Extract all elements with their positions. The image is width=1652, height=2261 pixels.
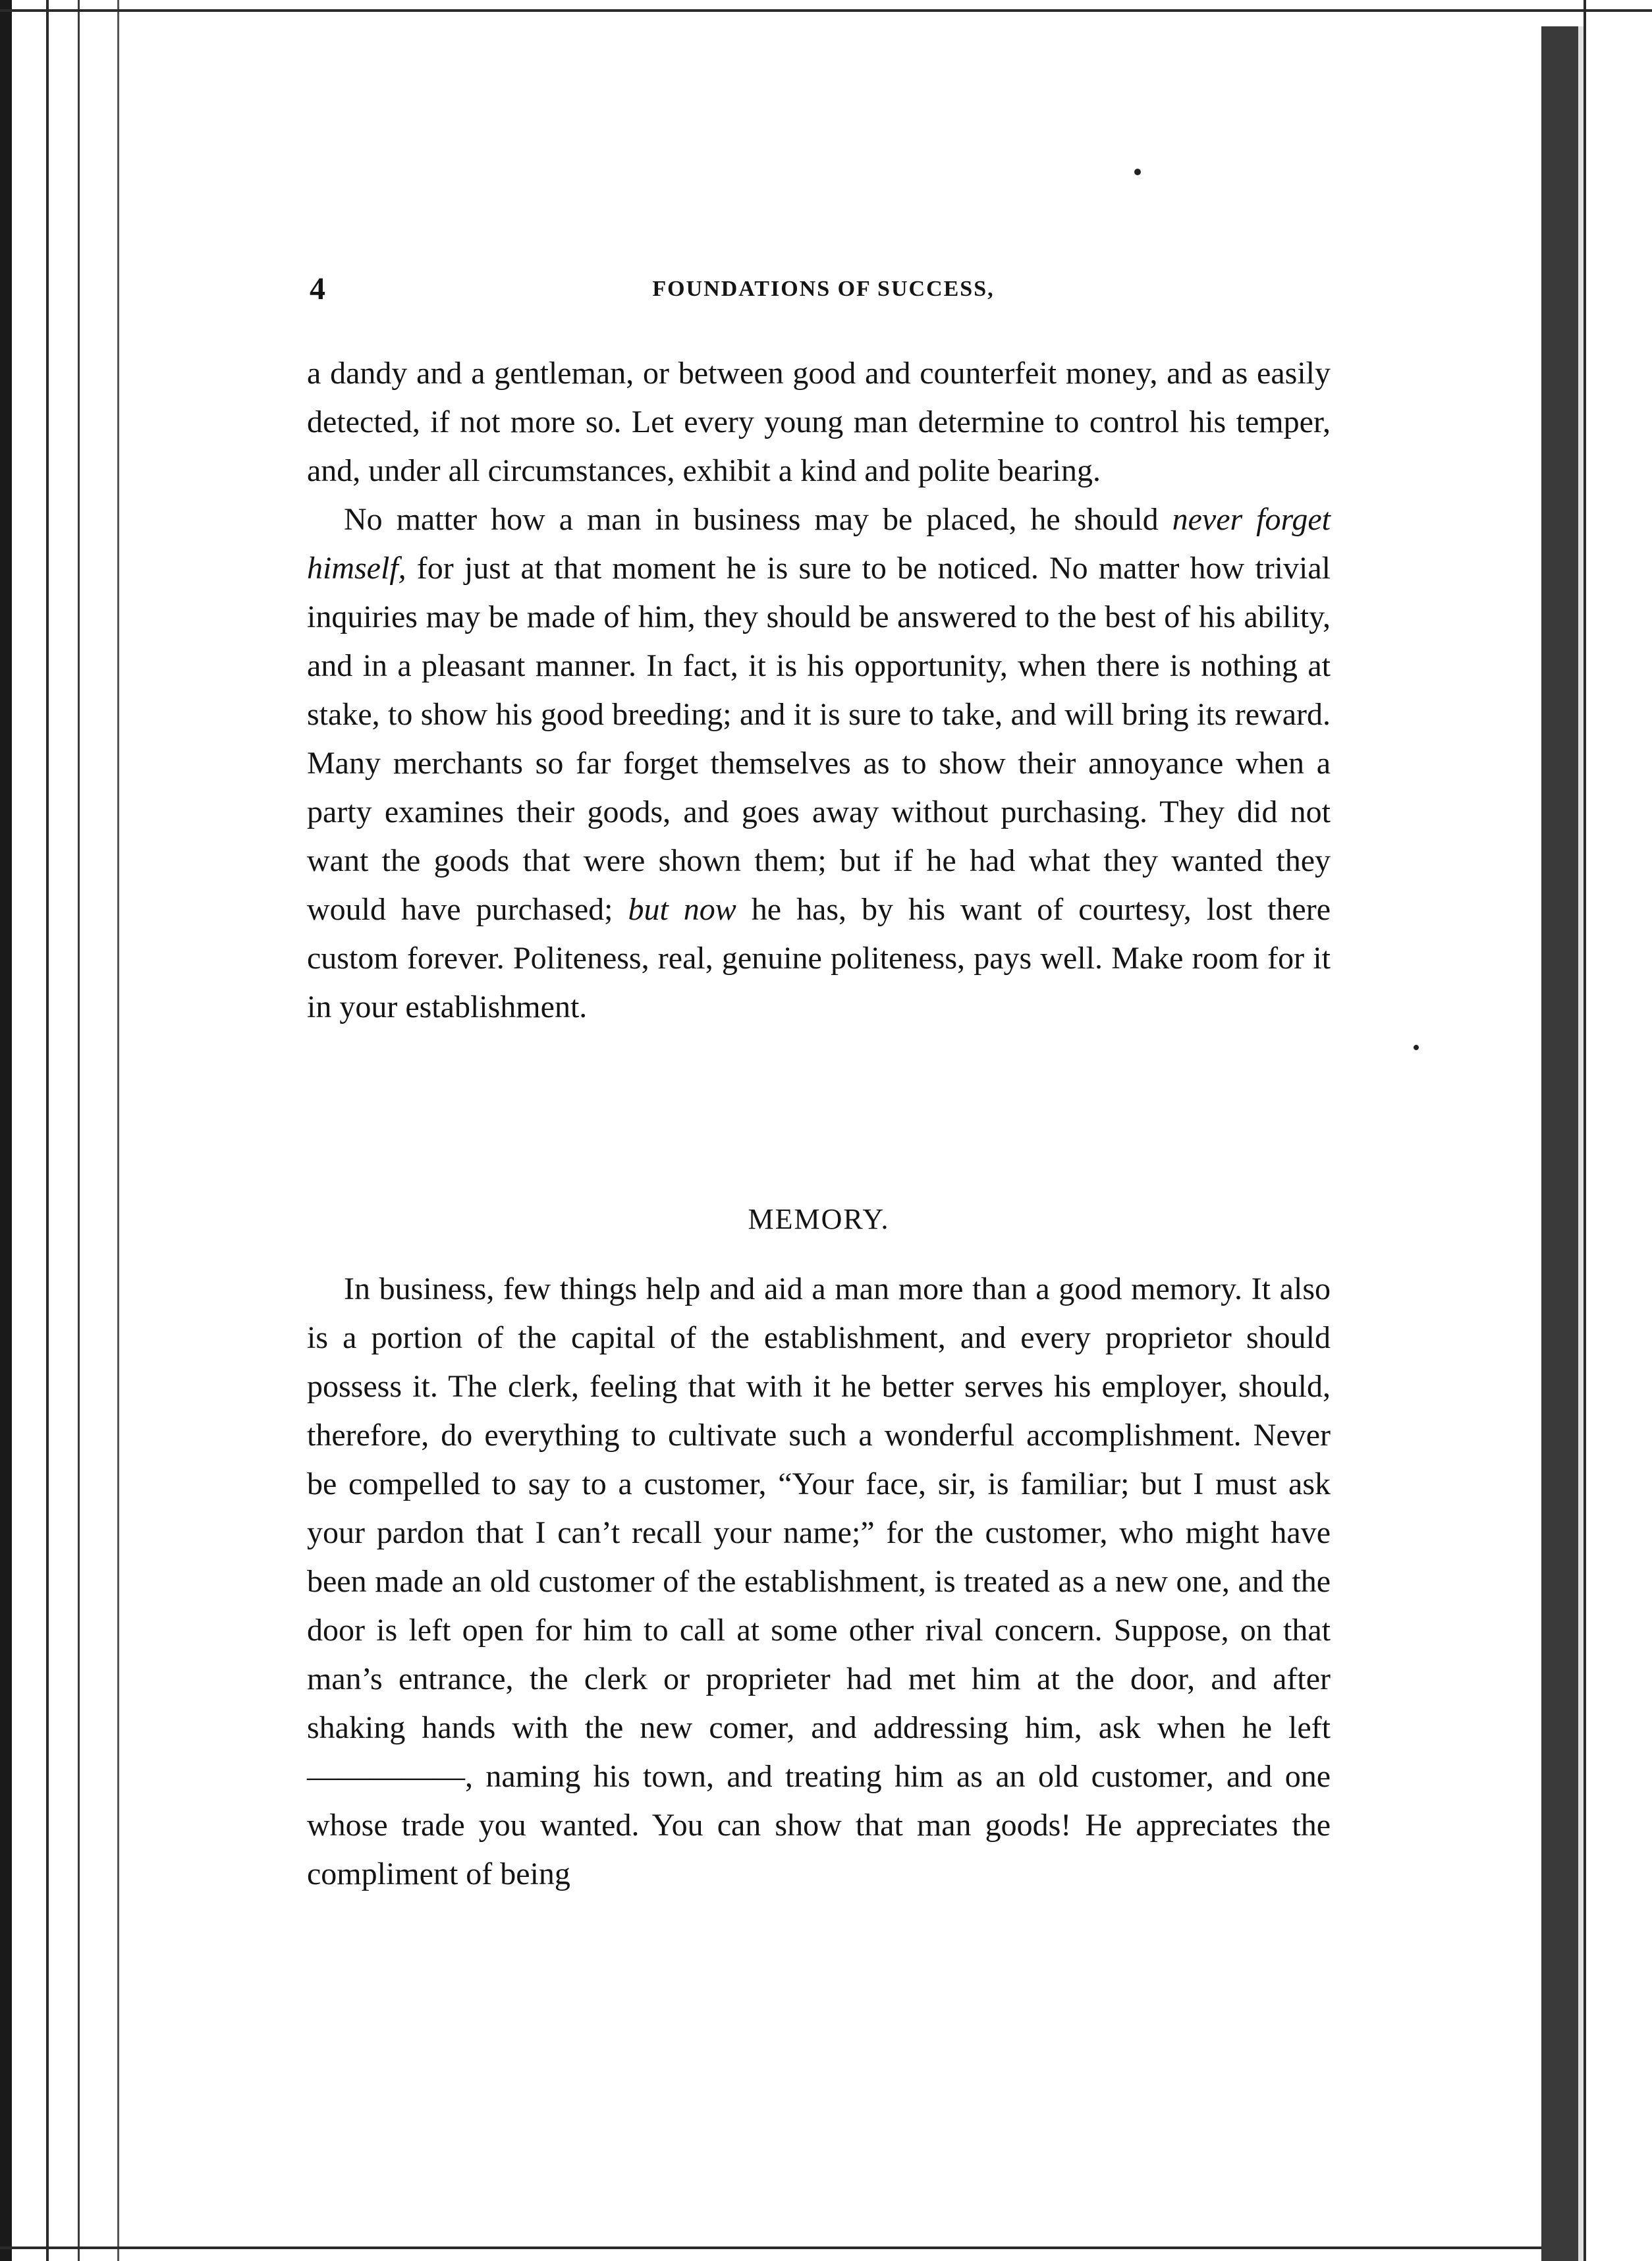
paragraph-text: In business, few things help and aid a man more than a good memory. It also is a portion of the capital of the establishment, and every proprietor should possess it. The clerk, feeling that with it he better serves his employer, should, therefore, do everything to cultivate such a wonderful accomplishment. Never be compelled to say to a customer, “Your face, sir, is familiar; but I must ask your pardon that I can’t recall your name;” for the customer, who might have been made an old customer of the establishment, is treated as a new one, and the door is left open for him to call at some other rival concern. Suppose, on that man’s entrance, the clerk or proprieter had met him at the door, and after shaking hands with the new comer, and addressing him, ask when he left—————, naming his town, and treating him as an old customer, and one whose trade you wanted. You can show that man goods! He appreciates the compliment of being <box>307 1271 1331 1891</box>
paragraph <box>307 495 1331 1032</box>
page-edge-line <box>117 0 119 2261</box>
scan-border-right <box>1583 0 1586 2261</box>
book-gutter-shadow <box>1541 26 1578 2261</box>
scan-border-left <box>0 0 12 2261</box>
section-heading: MEMORY. <box>748 1203 890 1235</box>
scan-speck <box>1134 169 1141 175</box>
paragraph <box>307 1265 1331 1899</box>
body-text-top <box>307 349 1331 1032</box>
book-gutter-highlight <box>1578 26 1583 2261</box>
paragraph-text: a dandy and a gentleman, or between good and counterfeit money, and as easily detected, if not more so. Let every young man determine to control his temper, and, under all circumstances, exhibit a kind and polite bearing. <box>307 356 1331 488</box>
scan-speck <box>1414 1045 1419 1050</box>
paragraph-text: No matter how a man in business may be placed, he should <box>344 502 1172 537</box>
scan-border-bottom <box>0 2247 1541 2249</box>
page-edge-line <box>46 0 49 2261</box>
page-edge-line <box>78 0 80 2261</box>
italic-emphasis: but now <box>628 892 736 927</box>
paragraph-text: for just at that moment he is sure to be noticed. No matter how trivial inquiries may be made of him, they should be answered to the best of his ability, and in a pleasant manner. In fact, it is his opportunity, when there is nothing at stake, to show his good breeding; and it is sure to take, and will bring its reward. Many merchants so far forget themselves as to show their annoyance when a party examines their goods, and goes away without purchasing. They did not want the goods that were shown them; but if he had what they wanted they would have purchased; <box>307 551 1331 927</box>
running-head <box>310 266 1337 312</box>
paragraph-text: he has, by his want of courtesy, lost there custom forever. Politeness, real, genuine politeness, pays well. Make room for it in your establishment. <box>307 892 1331 1024</box>
italic-emphasis: never forget himself, <box>307 502 1331 586</box>
paragraph <box>307 349 1331 495</box>
running-title: FOUNDATIONS OF SUCCESS, <box>652 277 995 301</box>
page-number: 4 <box>310 271 325 306</box>
scan-border-top <box>0 9 1652 12</box>
body-text-bottom <box>307 1265 1331 1899</box>
